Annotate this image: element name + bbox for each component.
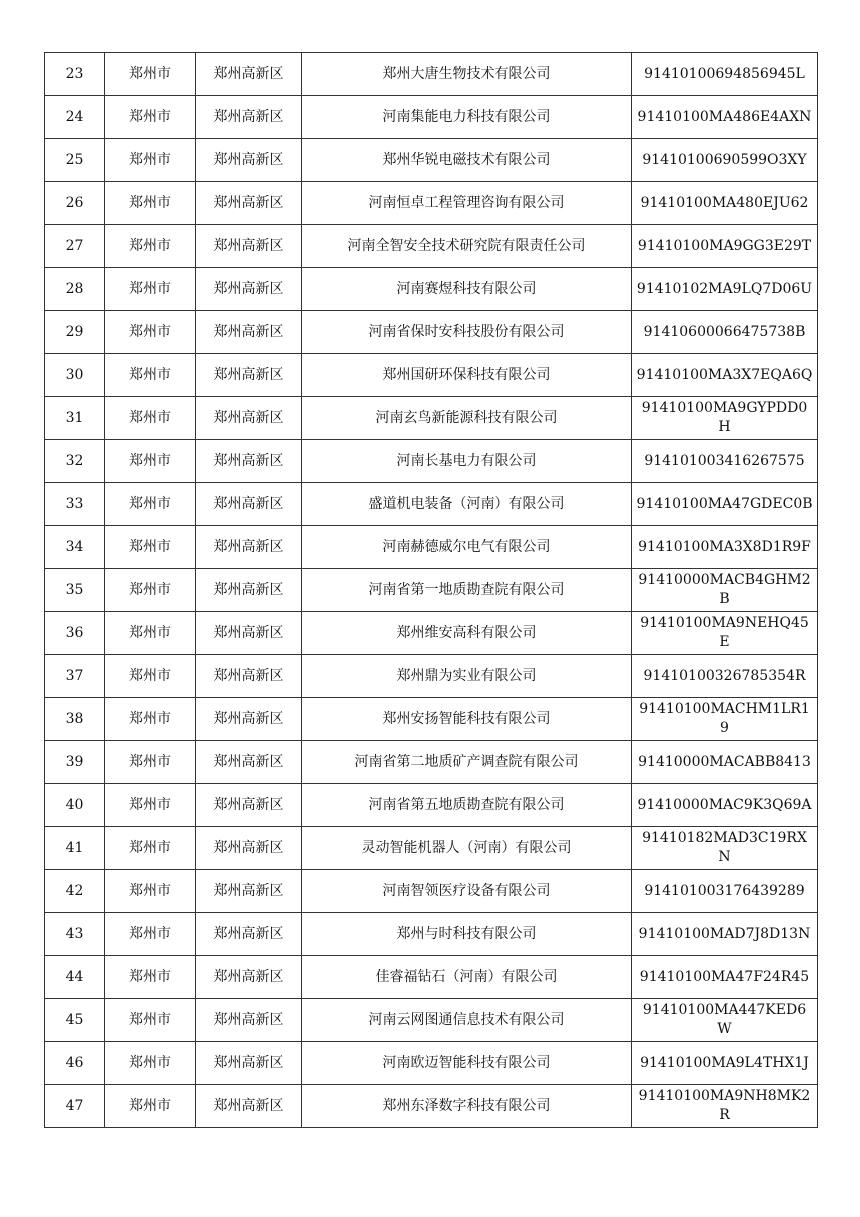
credit-code-cell: 91410000MACABB8413 <box>632 741 818 784</box>
credit-code-cell: 91410100MA47GDEC0B <box>632 483 818 526</box>
city-cell: 郑州市 <box>105 612 196 655</box>
company-name-cell: 郑州大唐生物技术有限公司 <box>302 53 632 96</box>
company-name-cell: 河南集能电力科技有限公司 <box>302 96 632 139</box>
row-number-cell: 25 <box>45 139 105 182</box>
city-cell: 郑州市 <box>105 311 196 354</box>
district-cell: 郑州高新区 <box>196 999 302 1042</box>
row-number-cell: 33 <box>45 483 105 526</box>
city-cell: 郑州市 <box>105 53 196 96</box>
company-name-cell: 河南全智安全技术研究院有限责任公司 <box>302 225 632 268</box>
table-row <box>45 956 818 999</box>
district-cell: 郑州高新区 <box>196 827 302 870</box>
city-cell: 郑州市 <box>105 827 196 870</box>
row-number-cell: 26 <box>45 182 105 225</box>
credit-code-cell: 91410100MA9GYPDD0H <box>632 397 818 440</box>
row-number-cell: 44 <box>45 956 105 999</box>
table-row <box>45 311 818 354</box>
credit-code-cell: 91410100326785354R <box>632 655 818 698</box>
credit-code-cell: 91410100MA3X7EQA6Q <box>632 354 818 397</box>
credit-code-cell: 91410100MA447KED6W <box>632 999 818 1042</box>
table-row <box>45 741 818 784</box>
company-name-cell: 郑州安扬智能科技有限公司 <box>302 698 632 741</box>
city-cell: 郑州市 <box>105 225 196 268</box>
district-cell: 郑州高新区 <box>196 53 302 96</box>
row-number-cell: 43 <box>45 913 105 956</box>
city-cell: 郑州市 <box>105 440 196 483</box>
row-number-cell: 27 <box>45 225 105 268</box>
district-cell: 郑州高新区 <box>196 698 302 741</box>
credit-code-cell: 914101003416267575 <box>632 440 818 483</box>
city-cell: 郑州市 <box>105 913 196 956</box>
row-number-cell: 41 <box>45 827 105 870</box>
table-row <box>45 784 818 827</box>
credit-code-cell: 91410100690599O3XY <box>632 139 818 182</box>
company-list-table <box>44 52 818 1128</box>
credit-code-cell: 91410000MACB4GHM2B <box>632 569 818 612</box>
row-number-cell: 37 <box>45 655 105 698</box>
company-name-cell: 河南省第二地质矿产调查院有限公司 <box>302 741 632 784</box>
table-row <box>45 827 818 870</box>
row-number-cell: 45 <box>45 999 105 1042</box>
company-name-cell: 河南恒卓工程管理咨询有限公司 <box>302 182 632 225</box>
row-number-cell: 32 <box>45 440 105 483</box>
row-number-cell: 30 <box>45 354 105 397</box>
table-row <box>45 655 818 698</box>
city-cell: 郑州市 <box>105 397 196 440</box>
table-row <box>45 354 818 397</box>
district-cell: 郑州高新区 <box>196 225 302 268</box>
company-name-cell: 河南省第一地质勘查院有限公司 <box>302 569 632 612</box>
company-name-cell: 河南赛煜科技有限公司 <box>302 268 632 311</box>
city-cell: 郑州市 <box>105 956 196 999</box>
company-name-cell: 河南云网图通信息技术有限公司 <box>302 999 632 1042</box>
company-name-cell: 河南欧迈智能科技有限公司 <box>302 1042 632 1085</box>
company-name-cell: 郑州维安高科有限公司 <box>302 612 632 655</box>
city-cell: 郑州市 <box>105 354 196 397</box>
district-cell: 郑州高新区 <box>196 569 302 612</box>
city-cell: 郑州市 <box>105 182 196 225</box>
table-row <box>45 397 818 440</box>
table-row <box>45 870 818 913</box>
table-row <box>45 96 818 139</box>
company-name-cell: 河南省第五地质勘查院有限公司 <box>302 784 632 827</box>
company-name-cell: 灵动智能机器人（河南）有限公司 <box>302 827 632 870</box>
row-number-cell: 24 <box>45 96 105 139</box>
credit-code-cell: 91410100MA9NEHQ45E <box>632 612 818 655</box>
district-cell: 郑州高新区 <box>196 870 302 913</box>
row-number-cell: 40 <box>45 784 105 827</box>
city-cell: 郑州市 <box>105 741 196 784</box>
company-name-cell: 河南智领医疗设备有限公司 <box>302 870 632 913</box>
district-cell: 郑州高新区 <box>196 612 302 655</box>
table-row <box>45 569 818 612</box>
city-cell: 郑州市 <box>105 483 196 526</box>
credit-code-cell: 91410102MA9LQ7D06U <box>632 268 818 311</box>
table-row <box>45 225 818 268</box>
table-row <box>45 139 818 182</box>
district-cell: 郑州高新区 <box>196 655 302 698</box>
table-row <box>45 913 818 956</box>
city-cell: 郑州市 <box>105 999 196 1042</box>
table-row <box>45 1085 818 1128</box>
table-row <box>45 526 818 569</box>
credit-code-cell: 914101003176439289 <box>632 870 818 913</box>
district-cell: 郑州高新区 <box>196 741 302 784</box>
company-name-cell: 郑州鼎为实业有限公司 <box>302 655 632 698</box>
credit-code-cell: 91410100MAD7J8D13N <box>632 913 818 956</box>
row-number-cell: 28 <box>45 268 105 311</box>
credit-code-cell: 91410600066475738B <box>632 311 818 354</box>
company-name-cell: 佳睿福钻石（河南）有限公司 <box>302 956 632 999</box>
district-cell: 郑州高新区 <box>196 139 302 182</box>
credit-code-cell: 91410100MA47F24R45 <box>632 956 818 999</box>
city-cell: 郑州市 <box>105 698 196 741</box>
district-cell: 郑州高新区 <box>196 268 302 311</box>
table-row <box>45 698 818 741</box>
city-cell: 郑州市 <box>105 526 196 569</box>
city-cell: 郑州市 <box>105 870 196 913</box>
district-cell: 郑州高新区 <box>196 956 302 999</box>
city-cell: 郑州市 <box>105 96 196 139</box>
district-cell: 郑州高新区 <box>196 311 302 354</box>
table-body <box>45 53 818 1128</box>
table-row <box>45 483 818 526</box>
district-cell: 郑州高新区 <box>196 526 302 569</box>
district-cell: 郑州高新区 <box>196 784 302 827</box>
row-number-cell: 36 <box>45 612 105 655</box>
credit-code-cell: 91410100MA9NH8MK2R <box>632 1085 818 1128</box>
row-number-cell: 39 <box>45 741 105 784</box>
company-name-cell: 郑州华锐电磁技术有限公司 <box>302 139 632 182</box>
company-name-cell: 盛道机电装备（河南）有限公司 <box>302 483 632 526</box>
city-cell: 郑州市 <box>105 268 196 311</box>
row-number-cell: 42 <box>45 870 105 913</box>
city-cell: 郑州市 <box>105 784 196 827</box>
company-name-cell: 河南省保时安科技股份有限公司 <box>302 311 632 354</box>
district-cell: 郑州高新区 <box>196 1085 302 1128</box>
credit-code-cell: 91410100MA9L4THX1J <box>632 1042 818 1085</box>
row-number-cell: 29 <box>45 311 105 354</box>
city-cell: 郑州市 <box>105 1085 196 1128</box>
row-number-cell: 23 <box>45 53 105 96</box>
table-row <box>45 268 818 311</box>
company-name-cell: 河南赫德威尔电气有限公司 <box>302 526 632 569</box>
credit-code-cell: 91410100694856945L <box>632 53 818 96</box>
table-row <box>45 612 818 655</box>
credit-code-cell: 91410100MA480EJU62 <box>632 182 818 225</box>
district-cell: 郑州高新区 <box>196 913 302 956</box>
city-cell: 郑州市 <box>105 139 196 182</box>
city-cell: 郑州市 <box>105 569 196 612</box>
table-row <box>45 182 818 225</box>
credit-code-cell: 91410100MACHM1LR19 <box>632 698 818 741</box>
company-name-cell: 河南玄鸟新能源科技有限公司 <box>302 397 632 440</box>
district-cell: 郑州高新区 <box>196 354 302 397</box>
credit-code-cell: 91410000MAC9K3Q69A <box>632 784 818 827</box>
company-name-cell: 郑州与时科技有限公司 <box>302 913 632 956</box>
district-cell: 郑州高新区 <box>196 1042 302 1085</box>
table-row <box>45 1042 818 1085</box>
company-name-cell: 郑州东泽数字科技有限公司 <box>302 1085 632 1128</box>
table-row <box>45 440 818 483</box>
row-number-cell: 46 <box>45 1042 105 1085</box>
row-number-cell: 38 <box>45 698 105 741</box>
credit-code-cell: 91410182MAD3C19RXN <box>632 827 818 870</box>
credit-code-cell: 91410100MA3X8D1R9F <box>632 526 818 569</box>
credit-code-cell: 91410100MA486E4AXN <box>632 96 818 139</box>
table-row <box>45 999 818 1042</box>
district-cell: 郑州高新区 <box>196 440 302 483</box>
district-cell: 郑州高新区 <box>196 397 302 440</box>
credit-code-cell: 91410100MA9GG3E29T <box>632 225 818 268</box>
row-number-cell: 31 <box>45 397 105 440</box>
district-cell: 郑州高新区 <box>196 182 302 225</box>
table-row <box>45 53 818 96</box>
row-number-cell: 34 <box>45 526 105 569</box>
city-cell: 郑州市 <box>105 1042 196 1085</box>
row-number-cell: 35 <box>45 569 105 612</box>
row-number-cell: 47 <box>45 1085 105 1128</box>
company-name-cell: 郑州国研环保科技有限公司 <box>302 354 632 397</box>
city-cell: 郑州市 <box>105 655 196 698</box>
district-cell: 郑州高新区 <box>196 96 302 139</box>
company-name-cell: 河南长基电力有限公司 <box>302 440 632 483</box>
district-cell: 郑州高新区 <box>196 483 302 526</box>
